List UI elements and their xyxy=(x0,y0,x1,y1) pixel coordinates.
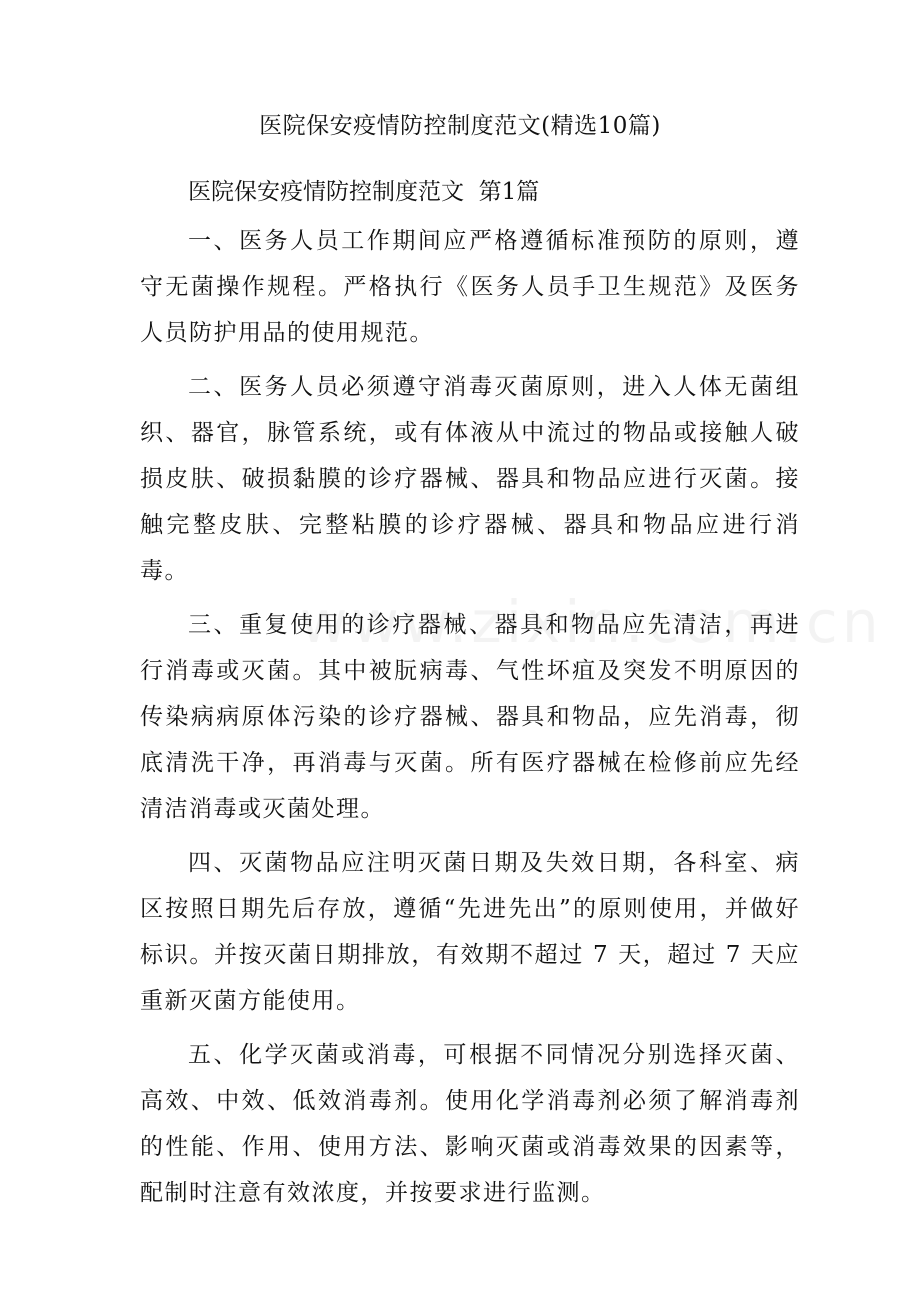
paragraph-1: 一、医务人员工作期间应严格遵循标准预防的原则，遵守无菌操作规程。严格执行《医务人员手卫生规范》及医务人员防护用品的使用规范。 xyxy=(140,228,800,346)
paragraph-5: 五、化学灭菌或消毒，可根据不同情况分别选择灭菌、高效、中效、低效消毒剂。使用化学消毒剂必须了解消毒剂的性能、作用、使用方法、影响灭菌或消毒效果的因素等，配制时注意有效浓度，并按要求进行监测。 xyxy=(140,1042,800,1206)
paragraph-2: 二、医务人员必须遵守消毒灭菌原则，进入人体无菌组织、器官，脉管系统，或有体液从中流过的物品或接触人破损皮肤、破损黏膜的诊疗器械、器具和物品应进行灭菌。接触完整皮肤、完整粘膜的诊疗器械、器具和物品应进行消毒。 xyxy=(140,374,800,584)
document-body xyxy=(140,218,800,1224)
paragraph-4: 四、灭菌物品应注明灭菌日期及失效日期，各科室、病区按照日期先后存放，遵循“先进先出”的原则使用，并做好标识。并按灭菌日期排放，有效期不超过 7 天，超过 7 天应重新灭菌方能使用。 xyxy=(140,850,800,1014)
paragraph-3: 三、重复使用的诊疗器械、器具和物品应先清洁，再进行消毒或灭菌。其中被朊病毒、气性坏疽及突发不明原因的传染病病原体污染的诊疗器械、器具和物品，应先消毒，彻底清洗干净，再消毒与灭菌。所有医疗器械在检修前应先经清洁消毒或灭菌处理。 xyxy=(140,612,800,822)
section-heading: 医院保安疫情防控制度范文 第1篇 xyxy=(188,179,540,205)
document-title: 医院保安疫情防控制度范文(精选10篇) xyxy=(259,113,661,139)
